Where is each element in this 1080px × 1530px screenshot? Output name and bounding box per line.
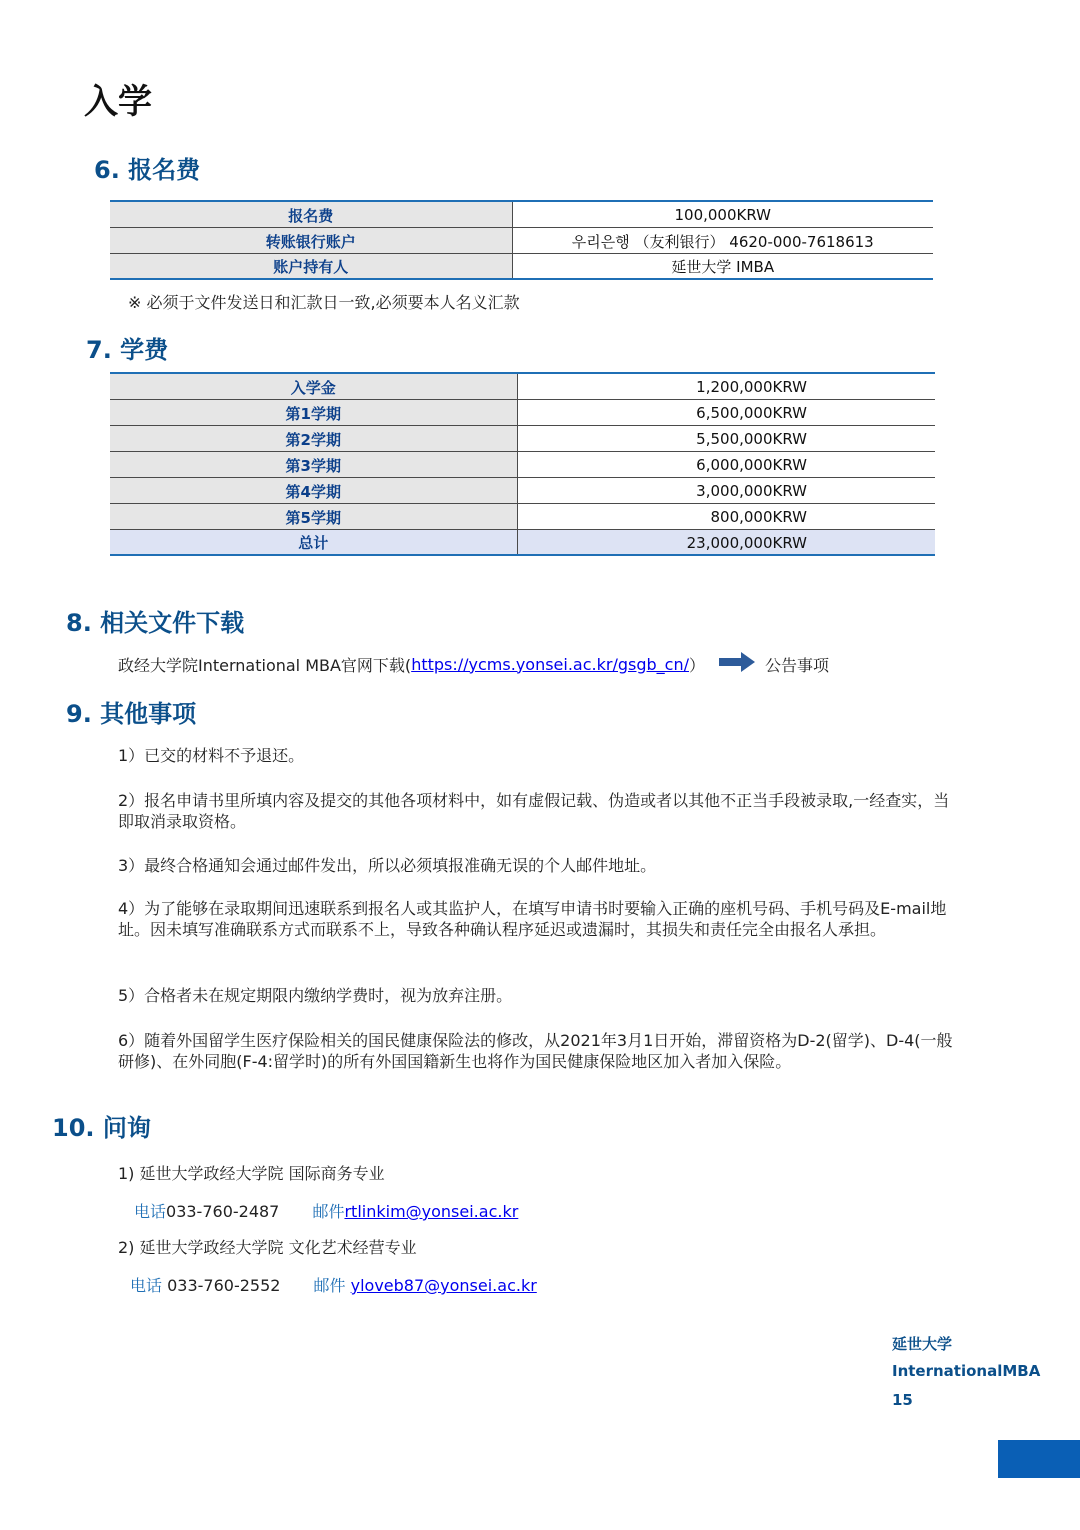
- tuition-label: 入学金: [110, 373, 517, 399]
- tuition-value: 6,000,000KRW: [517, 451, 935, 477]
- fee-label: 转账银行账户: [110, 227, 512, 253]
- list-item: 3）最终合格通知会通过邮件发出，所以必须填报准确无误的个人邮件地址。: [118, 856, 657, 875]
- download-line: [118, 652, 829, 676]
- tuition-value: 5,500,000KRW: [517, 425, 935, 451]
- phone-label: 电话: [130, 1276, 168, 1295]
- tuition-total-label: 总计: [110, 529, 517, 555]
- table-row: [110, 477, 935, 503]
- tuition-label: 第1学期: [110, 399, 517, 425]
- section-title-tuition: 7. 学费: [86, 336, 169, 364]
- tuition-value: 1,200,000KRW: [517, 373, 935, 399]
- footer-accent-block: [998, 1440, 1080, 1478]
- phone-number: 033-760-2552: [167, 1276, 281, 1295]
- table-row: [110, 451, 935, 477]
- page-number: 15: [892, 1391, 913, 1409]
- list-item: 5）合格者未在规定期限内缴纳学费时，视为放弃注册。: [118, 986, 513, 1005]
- table-row-total: [110, 529, 935, 555]
- tuition-value: 3,000,000KRW: [517, 477, 935, 503]
- email-link[interactable]: yloveb87@yonsei.ac.kr: [350, 1276, 537, 1295]
- phone-number: 033-760-2487: [166, 1202, 280, 1221]
- contact-org: 2) 延世大学政经大学院 文化艺术经营专业: [118, 1238, 417, 1257]
- section-title-other: 9. 其他事项: [66, 700, 197, 728]
- table-row: [110, 503, 935, 529]
- tuition-label: 第4学期: [110, 477, 517, 503]
- table-row: [110, 399, 935, 425]
- contact-line: [130, 1273, 537, 1296]
- table-row: [110, 425, 935, 451]
- tuition-label: 第5学期: [110, 503, 517, 529]
- footer-university: 延世大学: [892, 1335, 953, 1353]
- table-row: [110, 201, 933, 227]
- download-prefix: 政经大学院International MBA官网下载(: [118, 655, 412, 675]
- mail-label: 邮件: [312, 1202, 345, 1221]
- fee-label: 账户持有人: [110, 253, 512, 279]
- download-suffix: ）: [688, 655, 705, 675]
- tuition-label: 第2学期: [110, 425, 517, 451]
- contact-line: [134, 1199, 518, 1222]
- fee-note: ※ 必须于文件发送日和汇款日一致,必须要本人名义汇款: [128, 293, 520, 312]
- list-item: 1）已交的材料不予退还。: [118, 746, 305, 765]
- fee-label: 报名费: [110, 201, 512, 227]
- list-item: 2）报名申请书里所填内容及提交的其他各项材料中，如有虚假记载、伪造或者以其他不正当手段被录取,一经查实，当即取消录取资格。: [118, 791, 950, 831]
- table-row: [110, 373, 935, 399]
- mail-label: 邮件: [313, 1276, 351, 1295]
- tuition-value: 6,500,000KRW: [517, 399, 935, 425]
- list-item: 4）为了能够在录取期间迅速联系到报名人或其监护人，在填写申请书时要输入正确的座机号码、手机号码及E-mail地址。因未填写准确联系方式而联系不上，导致各种确认程序延迟或遗漏时，其损失和责任完全由报名人承担。: [118, 899, 947, 939]
- page-title: 入学: [84, 82, 152, 122]
- footer-program: InternationalMBA: [892, 1362, 1041, 1380]
- phone-label: 电话: [134, 1202, 167, 1221]
- section-title-inquiry: 10. 问询: [52, 1114, 151, 1142]
- tuition-table: [110, 372, 935, 556]
- email-link[interactable]: rtlinkim@yonsei.ac.kr: [344, 1202, 519, 1221]
- tuition-total-value: 23,000,000KRW: [517, 529, 935, 555]
- table-row: [110, 227, 933, 253]
- download-link[interactable]: https://ycms.yonsei.ac.kr/gsgb_cn/: [411, 654, 689, 674]
- fee-table: [110, 200, 933, 280]
- fee-value: 100,000KRW: [512, 201, 933, 227]
- section-title-download: 8. 相关文件下载: [66, 609, 245, 637]
- fee-value: 우리은행 （友利银行） 4620-000-7618613: [512, 227, 933, 253]
- download-target: 公告事项: [765, 655, 830, 675]
- tuition-label: 第3学期: [110, 451, 517, 477]
- fee-value: 延世大学 IMBA: [512, 253, 933, 279]
- contact-org: 1) 延世大学政经大学院 国际商务专业: [118, 1164, 385, 1183]
- tuition-value: 800,000KRW: [517, 503, 935, 529]
- list-item: 6）随着外国留学生医疗保险相关的国民健康保险法的修改，从2021年3月1日开始，滞留资格为D-2(留学)、D-4(一般研修)、在外同胞(F-4:留学时)的所有外国国籍新生也将作为国民健康保险地区加入者加入保险。: [118, 1031, 953, 1071]
- section-title-fee: 6. 报名费: [94, 156, 201, 184]
- right-arrow-icon: [719, 652, 755, 676]
- table-row: [110, 253, 933, 279]
